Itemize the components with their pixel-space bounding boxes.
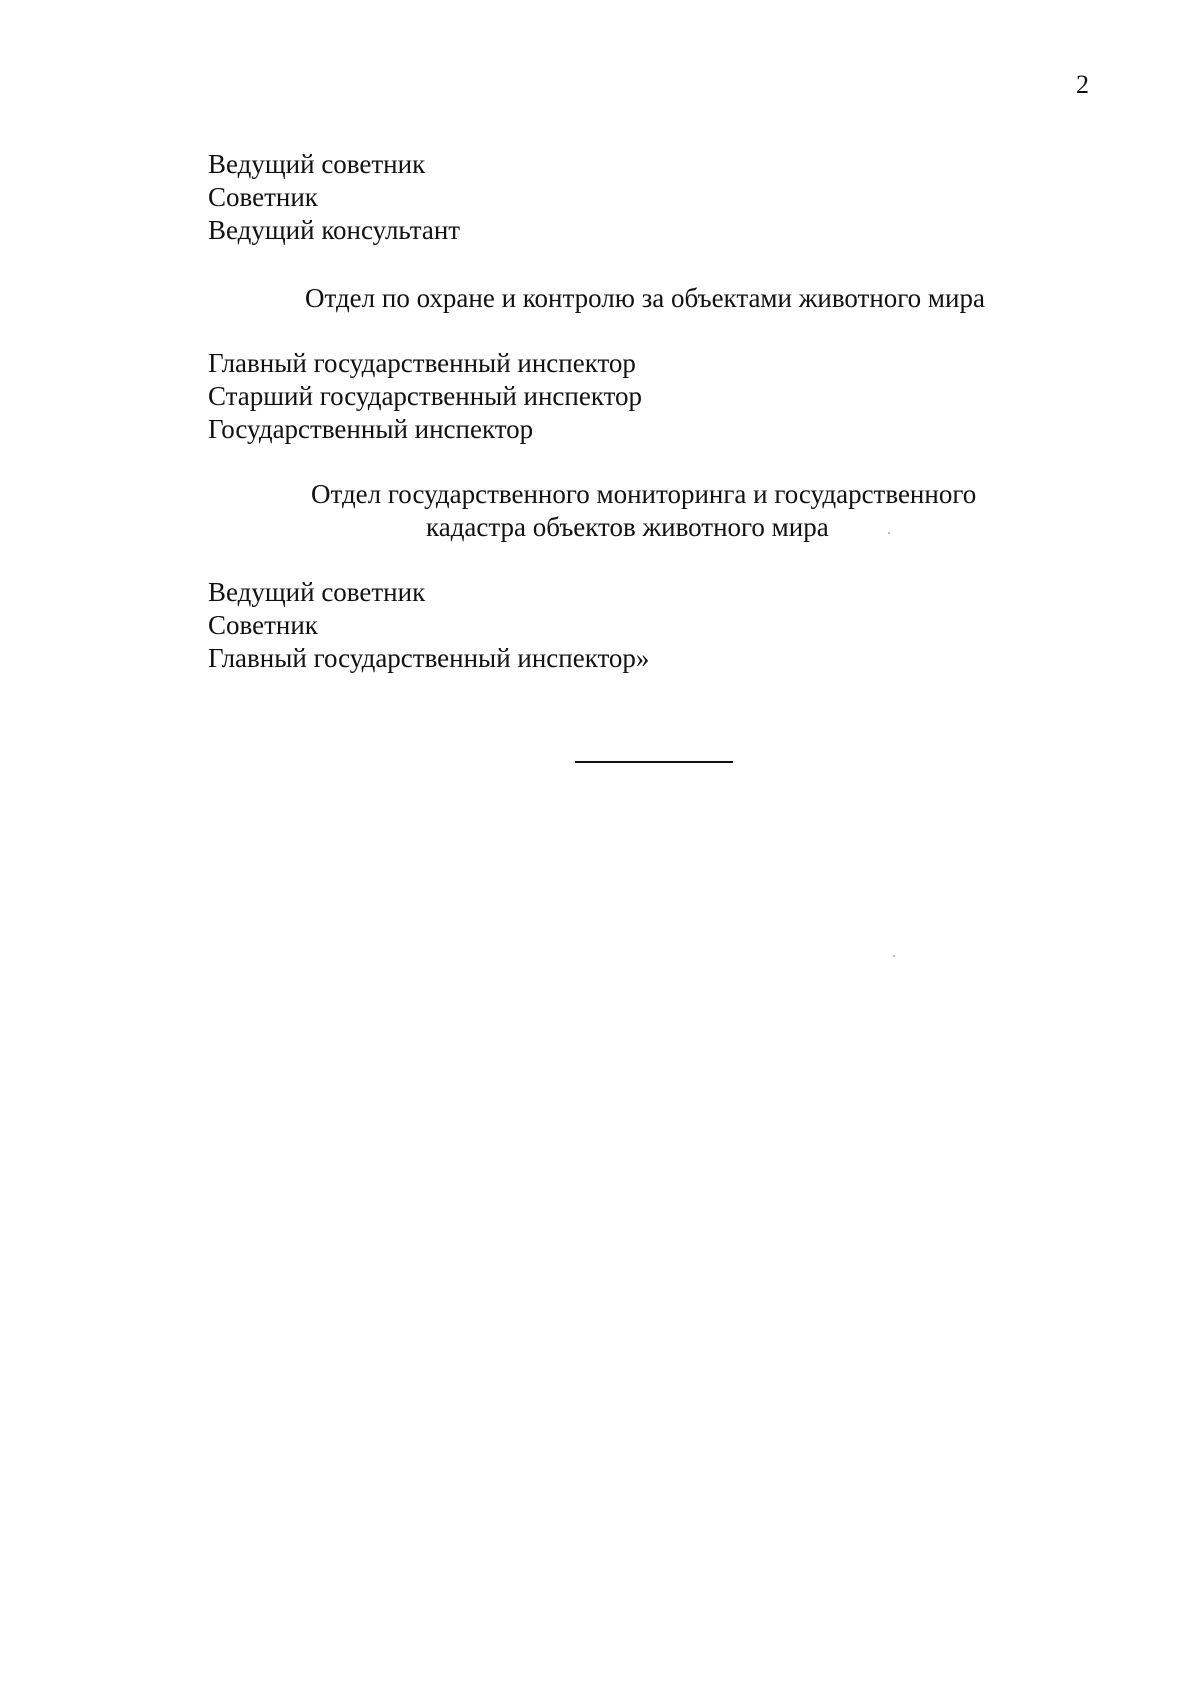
position-line: Главный государственный инспектор» [208,643,650,673]
position-line: Ведущий консультант [208,215,461,245]
department-heading: Отдел по охране и контролю за объектами животного мира [305,283,985,313]
scan-speck [888,532,890,534]
position-line: Главный государственный инспектор [208,348,636,378]
position-line: Государственный инспектор [208,414,534,444]
position-line: Старший государственный инспектор [208,381,643,411]
scan-speck [893,955,895,957]
department-heading-line-1: Отдел государственного мониторинга и государственного [311,479,977,509]
end-of-document-rule [575,761,733,763]
department-heading-line-2: кадастра объектов животного мира [426,512,829,542]
position-line: Советник [208,182,318,212]
page-number: 2 [1076,70,1089,99]
position-line: Советник [208,610,318,640]
position-line: Ведущий советник [208,577,426,607]
position-line: Ведущий советник [208,149,426,179]
